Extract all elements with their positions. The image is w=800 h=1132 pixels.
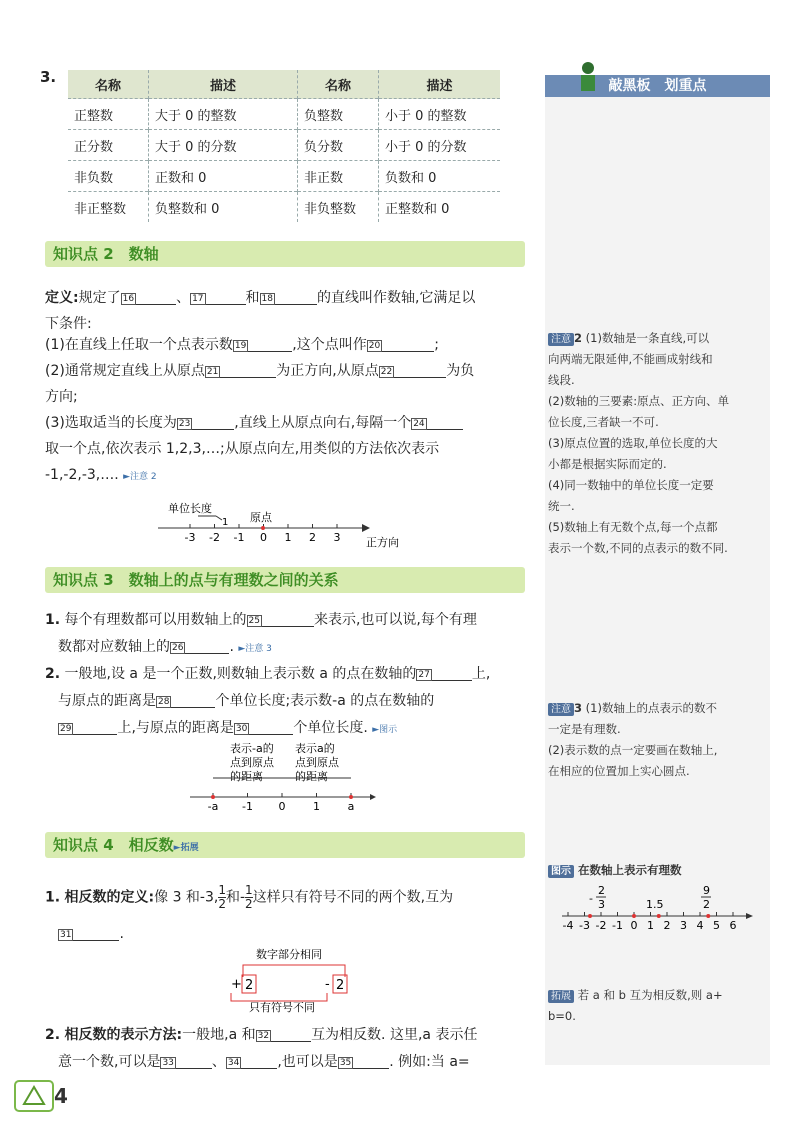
text: . [119, 926, 124, 942]
tick-label: -1 [233, 531, 245, 544]
extension-block [548, 985, 768, 1027]
text: 个单位长度;表示数-a 的点在数轴的 [215, 693, 435, 709]
item-number: 2. [45, 1027, 61, 1043]
table-cell: 小于 0 的分数 [379, 130, 501, 161]
bracket-top [243, 965, 345, 977]
distance-figure [185, 740, 385, 815]
note-number: 2 [574, 331, 583, 345]
origin-label: 原点 [250, 511, 272, 524]
note-text: (2)表示数的点一定要画在数轴上, [548, 743, 718, 757]
tick-label: 0 [630, 919, 638, 932]
number-classification-table [68, 70, 500, 222]
text: (1)在直线上任取一个点表示数 [45, 337, 233, 353]
page-number: 4 [54, 1084, 68, 1108]
item-number: 1. [45, 889, 61, 906]
text: 个单位长度. [293, 720, 368, 736]
note-text: 一定是有理数. [548, 722, 621, 736]
frac-denominator: 3 [598, 898, 605, 911]
text-line [45, 607, 477, 633]
text: 和 [245, 290, 260, 306]
text: 互为相反数. 这里,a 表示任 [311, 1027, 478, 1043]
note2-line [548, 328, 768, 349]
section-heading-kp2: 知识点 2 数轴 [45, 241, 525, 267]
text-line [45, 358, 474, 384]
text: 一般地,设 a 是一个正数,则数轴上表示数 a 的点在数轴的 [64, 666, 417, 682]
table-row [68, 192, 500, 223]
note-reference: ►拓展 [173, 843, 199, 853]
text: (2)通常规定直线上从原点 [45, 363, 205, 379]
text: 数都对应数轴上的 [58, 639, 170, 655]
point-marker [706, 914, 710, 918]
text: 上, [471, 666, 491, 682]
decimal-label: 1.5 [646, 898, 664, 911]
fig-label: 的距离 [230, 770, 263, 783]
blank-number: 30 [235, 724, 248, 734]
frac-denominator: 2 [703, 898, 710, 911]
table-row [68, 130, 500, 161]
fill-blank[interactable] [185, 637, 229, 654]
tick-label: 1 [313, 800, 320, 813]
fill-blank[interactable] [241, 1052, 277, 1069]
tick-label: -3 [184, 531, 196, 544]
fill-blank[interactable] [220, 361, 276, 378]
blank-number: 32 [257, 1031, 270, 1041]
blank-number: 24 [413, 419, 425, 429]
note-text: (1)数轴是一条直线,可以 [585, 331, 710, 345]
frac-numerator: 9 [703, 884, 710, 897]
extension-text: 若 a 和 b 互为相反数,则 a+ [577, 988, 723, 1002]
note3-line [548, 698, 768, 719]
table-header-row [68, 70, 500, 99]
blank-number: 16 [122, 294, 135, 304]
text: 每个有理数都可以用数轴上的 [64, 612, 247, 628]
definition-label: 相反数的定义: [64, 889, 155, 906]
note-text: 位长度,三者缺一不可. [548, 415, 659, 429]
text: 一般地,a 和 [182, 1027, 256, 1043]
note-reference: ►图示 [372, 725, 398, 735]
note-text: 小都是根据实际而定的. [548, 457, 667, 471]
tick-label: 1 [284, 531, 292, 544]
fill-blank[interactable] [136, 288, 176, 305]
tick-label: 4 [696, 919, 704, 932]
axis-arrow [362, 524, 370, 532]
text: . [229, 639, 234, 655]
tick-label: -a [207, 800, 219, 813]
blank-number: 27 [418, 670, 430, 680]
text: 、 [176, 290, 191, 306]
blank-number: 21 [206, 367, 219, 377]
tick-label: -4 [562, 919, 574, 932]
figure-tag: 图示 [548, 865, 574, 878]
figure-title: 在数轴上表示有理数 [578, 863, 682, 877]
frac-sign: - [589, 892, 593, 905]
def-label: 定义: [45, 290, 79, 306]
text-line [58, 634, 272, 662]
text-line [58, 688, 434, 714]
fill-blank[interactable] [394, 361, 446, 378]
note-text: (5)数轴上有无数个点,每一个点都 [548, 520, 718, 534]
note-text: 在相应的位置加上实心圆点. [548, 764, 690, 778]
rational-number-line [558, 882, 758, 937]
text-line [45, 661, 490, 687]
number: 2 [245, 978, 254, 993]
item-number: 2. [45, 666, 61, 682]
tick-label: 3 [333, 531, 341, 544]
point-marker [211, 795, 215, 799]
table-cell: 负整数 [298, 99, 379, 130]
text: ,这个点叫作 [292, 337, 367, 353]
heading-text: 知识点 4 相反数 [53, 836, 174, 854]
note-tag: 注意 [548, 703, 574, 716]
origin-point [261, 526, 265, 530]
blank-number: 28 [158, 697, 170, 707]
fig-label: 表示a的 [295, 742, 335, 755]
tick-label: 0 [278, 800, 286, 813]
text: 像 3 和-3, [154, 889, 219, 906]
tick-label: 5 [713, 919, 720, 932]
fill-blank[interactable] [206, 288, 246, 305]
table-cell: 正整数和 0 [379, 192, 501, 223]
tick-label: 3 [680, 919, 687, 932]
unit-length-label: 单位长度 [168, 502, 212, 515]
note-text: (4)同一数轴中的单位长度一定要 [548, 478, 714, 492]
blank-number: 34 [227, 1058, 240, 1068]
positive-direction-label: 正方向 [366, 536, 399, 549]
fill-blank[interactable] [353, 1052, 389, 1069]
blank-number: 29 [60, 724, 72, 734]
text-line [58, 1049, 470, 1075]
blank-number: 20 [368, 341, 381, 351]
teacher-icon [568, 58, 608, 98]
blank-number: 23 [178, 419, 191, 429]
note-reference: ►注意 3 [238, 644, 272, 654]
section-number: 3. [40, 68, 57, 86]
blank-number: 35 [339, 1058, 352, 1068]
fill-blank[interactable] [275, 288, 317, 305]
extension-line [548, 985, 768, 1006]
text: 来表示,也可以说,每个有理 [313, 612, 477, 628]
table-cell: 非正数 [298, 161, 379, 192]
note2-block [548, 328, 768, 559]
text: ,也可以是 [277, 1054, 338, 1070]
table-cell: 大于 0 的分数 [149, 130, 298, 161]
text: . 例如:当 a= [389, 1054, 470, 1070]
note-text: 统一. [548, 499, 575, 513]
note3-block [548, 698, 768, 782]
text: (3)选取适当的长度为 [45, 415, 177, 431]
item-number: 1. [45, 612, 61, 628]
fill-blank[interactable] [192, 413, 234, 430]
tick-label: a [347, 800, 355, 813]
note-text: 表示一个数,不同的点表示的数不同. [548, 541, 728, 555]
fig-label: 点到原点 [295, 756, 339, 769]
text: 意一个数,可以是 [58, 1054, 161, 1070]
note-text: (1)数轴上的点表示的数不 [585, 701, 717, 715]
tick-label: -2 [595, 919, 607, 932]
extension-text: b=0. [548, 1009, 576, 1023]
number-line-figure [150, 498, 440, 554]
table-cell: 正整数 [68, 99, 149, 130]
note-tag: 注意 [548, 333, 574, 346]
text-line [45, 285, 475, 311]
table-header: 描述 [149, 70, 298, 99]
frac-numerator: 2 [598, 884, 605, 897]
plus-sign: + [231, 977, 242, 992]
tick-label: 6 [729, 919, 737, 932]
fill-blank[interactable] [271, 1025, 311, 1042]
table-cell: 非负数 [68, 161, 149, 192]
note-text: (2)数轴的三要素:原点、正方向、单 [548, 394, 730, 408]
fill-blank[interactable] [73, 718, 117, 735]
tick-label: 1 [647, 919, 654, 932]
table-cell: 负整数和 0 [149, 192, 298, 223]
note-text: 线段. [548, 373, 575, 387]
numerator: 1 [218, 883, 226, 897]
fill-blank[interactable] [382, 335, 434, 352]
table-cell: 小于 0 的整数 [379, 99, 501, 130]
text: 规定了 [78, 290, 121, 306]
page-logo [14, 1080, 54, 1112]
fill-blank[interactable] [171, 691, 215, 708]
fill-blank[interactable] [73, 924, 119, 941]
text-line [58, 921, 124, 947]
blank-number: 25 [248, 616, 260, 626]
section-heading-kp4 [45, 832, 525, 858]
text: 与原点的距离是 [58, 693, 156, 709]
tick-label: 2 [309, 531, 316, 544]
text: 上,与原点的距离是 [117, 720, 234, 736]
text-line [45, 884, 453, 911]
text: 这样只有符号不同的两个数,互为 [252, 889, 454, 906]
table-cell: 负分数 [298, 130, 379, 161]
table-header: 描述 [379, 70, 501, 99]
point-marker [657, 914, 661, 918]
fraction [218, 884, 226, 911]
logo-icon [16, 1082, 52, 1110]
blank-number: 17 [192, 294, 204, 304]
tick-label: -2 [209, 531, 220, 544]
text: 为正方向,从原点 [276, 363, 379, 379]
text-line: 取一个点,依次表示 1,2,3,…;从原点向左,用类似的方法依次表示 [45, 441, 440, 457]
text: 为负 [446, 363, 475, 379]
axis-arrow [746, 913, 753, 919]
fill-blank[interactable] [432, 664, 472, 681]
blank-number: 22 [380, 367, 393, 377]
minus-sign: - [325, 977, 330, 992]
numerator: 1 [245, 883, 253, 897]
opposite-number-figure [225, 945, 375, 1013]
text: ; [434, 337, 439, 353]
tick-label: -3 [579, 919, 590, 932]
text-line [45, 1022, 477, 1048]
fraction [245, 884, 253, 911]
text: 和- [225, 889, 246, 906]
tick-label: -1 [612, 919, 623, 932]
text-line [45, 462, 157, 490]
tick-label: 0 [260, 531, 267, 544]
number: 2 [336, 978, 345, 993]
fill-blank[interactable] [249, 718, 293, 735]
denominator: 2 [245, 897, 253, 911]
fig-top-label: 数字部分相同 [256, 948, 322, 961]
fig-label: 的距离 [295, 770, 328, 783]
figure-caption [548, 860, 768, 881]
table-cell: 正分数 [68, 130, 149, 161]
blank-number: 19 [234, 341, 247, 351]
bracket-bottom [231, 993, 327, 1001]
point-marker [588, 914, 592, 918]
table-cell: 正数和 0 [149, 161, 298, 192]
denominator: 2 [218, 897, 226, 911]
unit-one-label: 1 [222, 517, 229, 528]
table-row [68, 161, 500, 192]
table-cell: 大于 0 的整数 [149, 99, 298, 130]
text: 、 [211, 1054, 226, 1070]
fill-blank[interactable] [427, 413, 463, 430]
text-line: 方向; [45, 389, 78, 405]
text: 的直线叫作数轴,它满足以 [316, 290, 476, 306]
fill-blank[interactable] [262, 610, 314, 627]
text-line [45, 410, 463, 436]
fig-bottom-label: 只有符号不同 [249, 1001, 315, 1013]
point-marker [632, 914, 636, 918]
text-line: 下条件: [45, 316, 92, 332]
fill-blank[interactable] [248, 335, 292, 352]
blank-number: 18 [261, 294, 273, 304]
fill-blank[interactable] [176, 1052, 212, 1069]
blank-number: 26 [172, 643, 184, 653]
blank-number: 33 [162, 1058, 174, 1068]
fig-label: 点到原点 [230, 756, 274, 769]
table-cell: 非负整数 [298, 192, 379, 223]
table-header: 名称 [68, 70, 149, 99]
blank-number: 31 [60, 930, 72, 940]
section-heading-kp3: 知识点 3 数轴上的点与有理数之间的关系 [45, 567, 525, 593]
point-marker [349, 795, 353, 799]
text: -1,-2,-3,…. [45, 467, 119, 483]
note-reference: ►注意 2 [123, 472, 157, 482]
tick-label: -1 [242, 800, 253, 813]
extension-tag: 拓展 [548, 990, 574, 1003]
tick-label: 2 [663, 919, 671, 932]
text: ,直线上从原点向右,每隔一个 [234, 415, 412, 431]
table-row [68, 99, 500, 130]
note-number: 3 [574, 701, 583, 715]
text-line [58, 715, 397, 743]
table-cell: 非正整数 [68, 192, 149, 223]
table-cell: 负数和 0 [379, 161, 501, 192]
table-header: 名称 [298, 70, 379, 99]
axis-arrow [370, 794, 376, 800]
sidebar-header-text: 敲黑板 划重点 [608, 78, 707, 94]
fig-label: 表示-a的 [230, 742, 274, 755]
note-text: 向两端无限延伸,不能画成射线和 [548, 352, 713, 366]
note-text: (3)原点位置的选取,单位长度的大 [548, 436, 718, 450]
text-line [45, 332, 439, 358]
method-label: 相反数的表示方法: [64, 1027, 183, 1043]
